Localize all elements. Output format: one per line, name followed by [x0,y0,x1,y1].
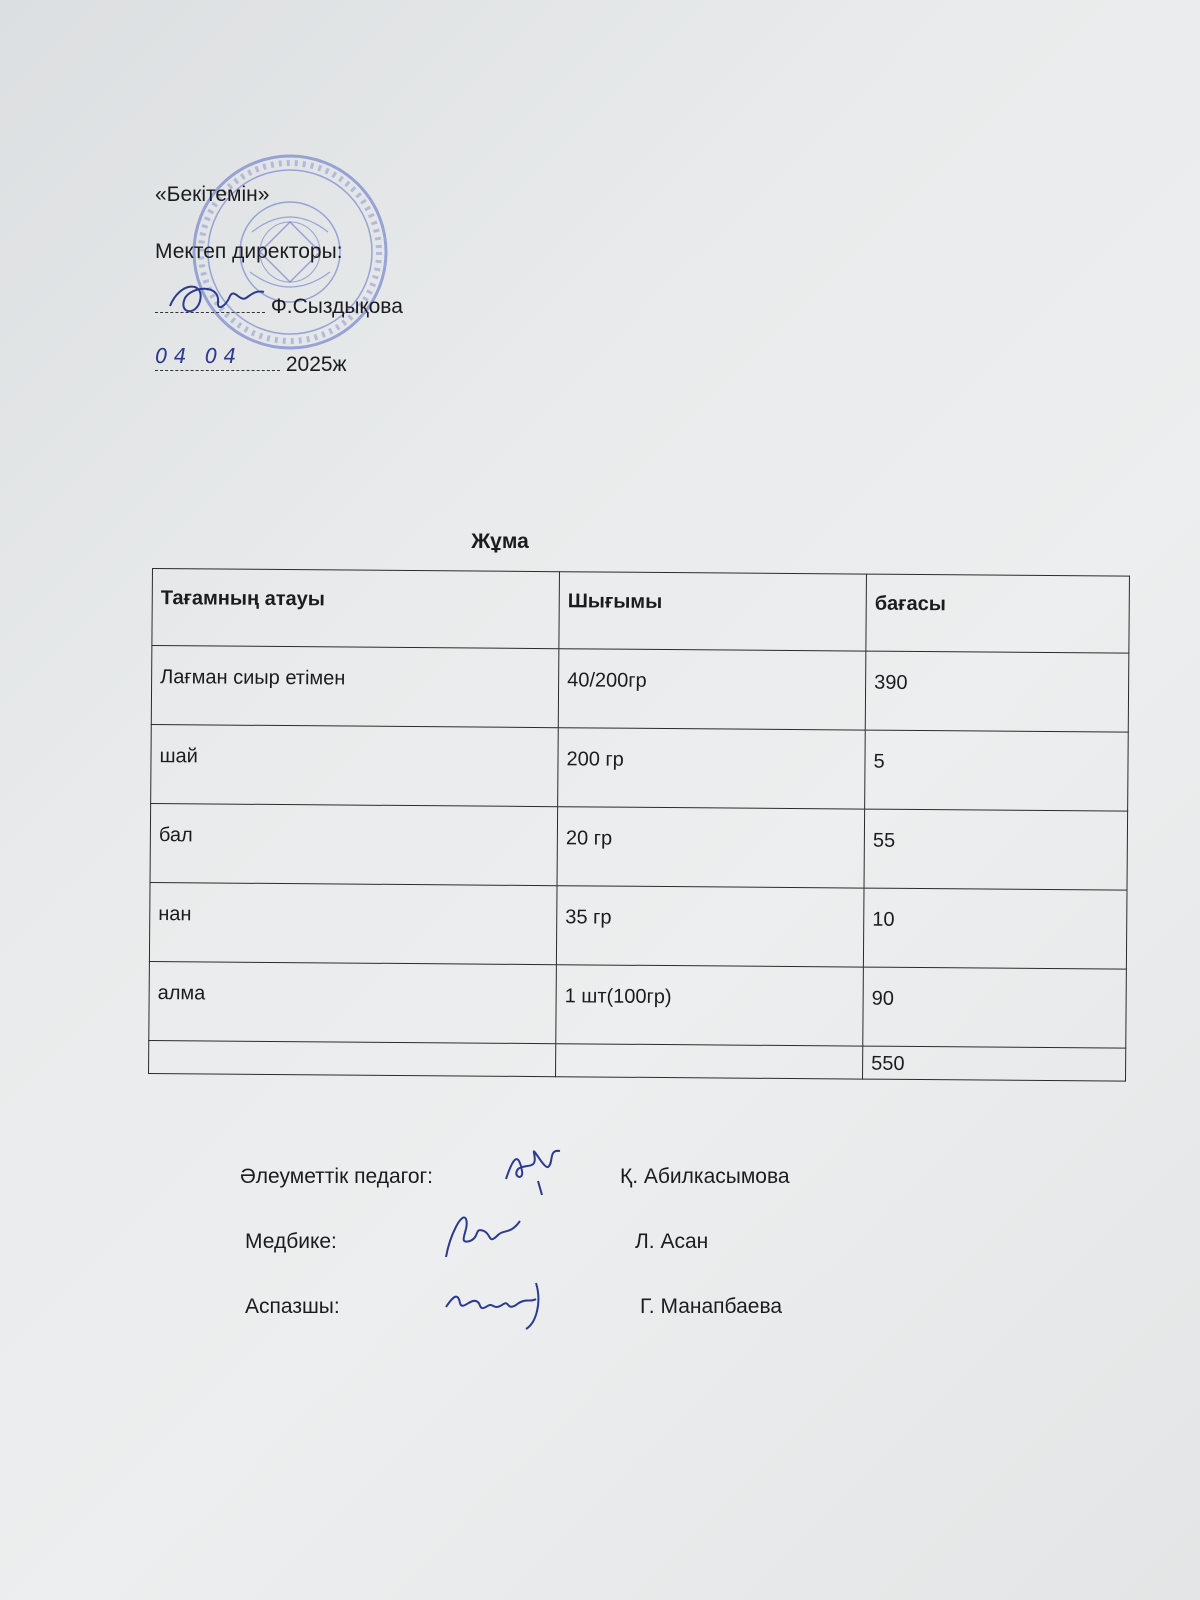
signer-name: Қ. Абилкасымова [620,1165,790,1188]
total-empty-1 [149,1040,556,1076]
table-total-row [149,1040,1126,1081]
dish-portion: 200 гр [558,728,866,809]
nurse-signature-icon [440,1205,530,1267]
header-dish-name: Тағамның атауы [152,569,560,649]
dish-portion: 20 гр [557,807,865,888]
dish-price: 5 [865,730,1129,811]
date-handwritten: 04 04 [155,344,243,368]
director-signature-icon [160,276,270,322]
table-header-row [152,569,1130,654]
director-name: Ф.Сыздықова [270,295,403,318]
dish-name: нан [149,882,557,964]
dish-name: бал [150,803,558,885]
director-position: Мектеп директоры: [155,240,343,263]
signer-role: Медбике: [245,1230,337,1253]
dish-portion: 35 гр [556,886,864,967]
dish-price: 55 [864,809,1128,890]
total-price: 550 [863,1046,1126,1081]
dish-price: 390 [865,651,1129,732]
signer-role: Аспазшы: [245,1295,340,1318]
cook-signature-icon [440,1273,555,1333]
header-price: бағасы [866,574,1130,653]
dish-name: шай [151,724,559,806]
table-row [150,803,1128,890]
header-portion: Шығымы [559,572,867,651]
social-pedagogue-signature-icon [498,1141,573,1199]
signer-name: Г. Манапбаева [640,1295,783,1318]
approval-year: 2025ж [285,353,347,376]
dish-name: алма [149,961,557,1043]
dish-portion: 1 шт(100гр) [556,965,864,1046]
table-row [149,961,1127,1048]
dish-price: 10 [863,888,1127,969]
table-row [151,646,1129,733]
total-empty-2 [556,1044,863,1079]
signer-name: Л. Асан [635,1230,709,1253]
table-row [151,724,1129,811]
approval-date [155,344,347,377]
approval-title: «Бекітемін» [155,183,270,206]
day-title: Жұма [471,530,529,553]
dish-price: 90 [863,967,1127,1048]
menu-table [148,568,1130,1082]
dish-portion: 40/200гр [558,649,866,730]
dish-name: Лағман сиыр етімен [151,646,559,728]
signer-role: Әлеуметтік педагог: [240,1165,433,1188]
table-row [149,882,1127,969]
